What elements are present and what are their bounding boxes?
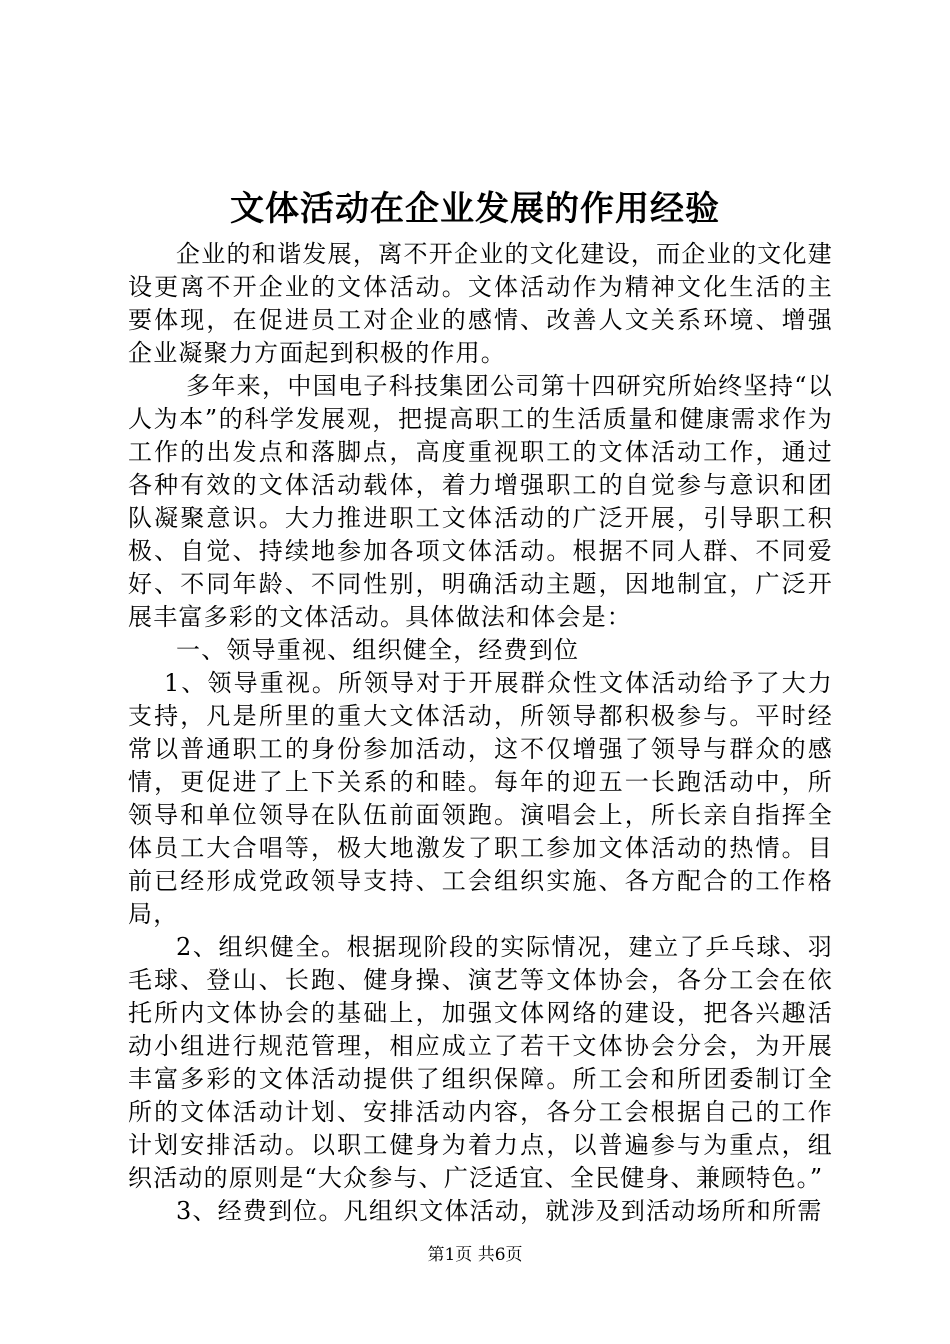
document-title: 文体活动在企业发展的作用经验 <box>230 189 720 229</box>
paragraph-leadership: 1、领导重视。所领导对于开展群众性文体活动给予了大力支持，凡是所里的重大文体活动，所领导都积极参与。平时经常以普通职工的身份参加活动，这不仅增强了领导与群众的感情，更促进了上下关系的和睦。每年的迎五一长跑活动中，所领导和单位领导在队伍前面领跑。演唱会上，所长亲自指挥全体员工大合唱等，极大地激发了职工参加文体活动的热情。目前已经形成党政领导支持、工会组织实施、各方配合的工作格局， <box>128 669 833 928</box>
page-footer: 第1页 共6页 <box>427 1245 523 1265</box>
paragraph-organization: 2、组织健全。根据现阶段的实际情况，建立了乒乓球、羽毛球、登山、长跑、健身操、演艺等文体协会，各分工会在依托所内文体协会的基础上，加强文体网络的建设，把各兴趣活动小组进行规范管理，相应成立了若干文体协会分会，为开展丰富多彩的文体活动提供了组织保障。所工会和所团委制订全所的文体活动计划、安排活动内容，各分工会根据自己的工作计划安排活动。以职工健身为着力点，以普遍参与为重点，组织活动的原则是“大众参与、广泛适宜、全民健身、兼顾特色。” <box>128 933 833 1192</box>
document-body <box>128 238 833 1228</box>
paragraph-overview: 多年来，中国电子科技集团公司第十四研究所始终坚持“以人为本”的科学发展观，把提高职工的生活质量和健康需求作为工作的出发点和落脚点，高度重视职工的文体活动工作，通过各种有效的文体活动载体，着力增强职工的自觉参与意识和团队凝聚意识。大力推进职工文体活动的广泛开展，引导职工积极、自觉、持续地参加各项文体活动。根据不同人群、不同爱好、不同年龄、不同性别，明确活动主题，因地制宜，广泛开展丰富多彩的文体活动。具体做法和体会是： <box>128 372 833 631</box>
paragraph-intro: 企业的和谐发展，离不开企业的文化建设，而企业的文化建设更离不开企业的文体活动。文体活动作为精神文化生活的主要体现，在促进员工对企业的感情、改善人文关系环境、增强企业凝聚力方面起到积极的作用。 <box>128 240 833 367</box>
paragraph-funding: 3、经费到位。凡组织文体活动，就涉及到活动场所和所需 <box>176 1197 823 1225</box>
section-heading-1: 一、领导重视、组织健全，经费到位 <box>176 636 580 664</box>
